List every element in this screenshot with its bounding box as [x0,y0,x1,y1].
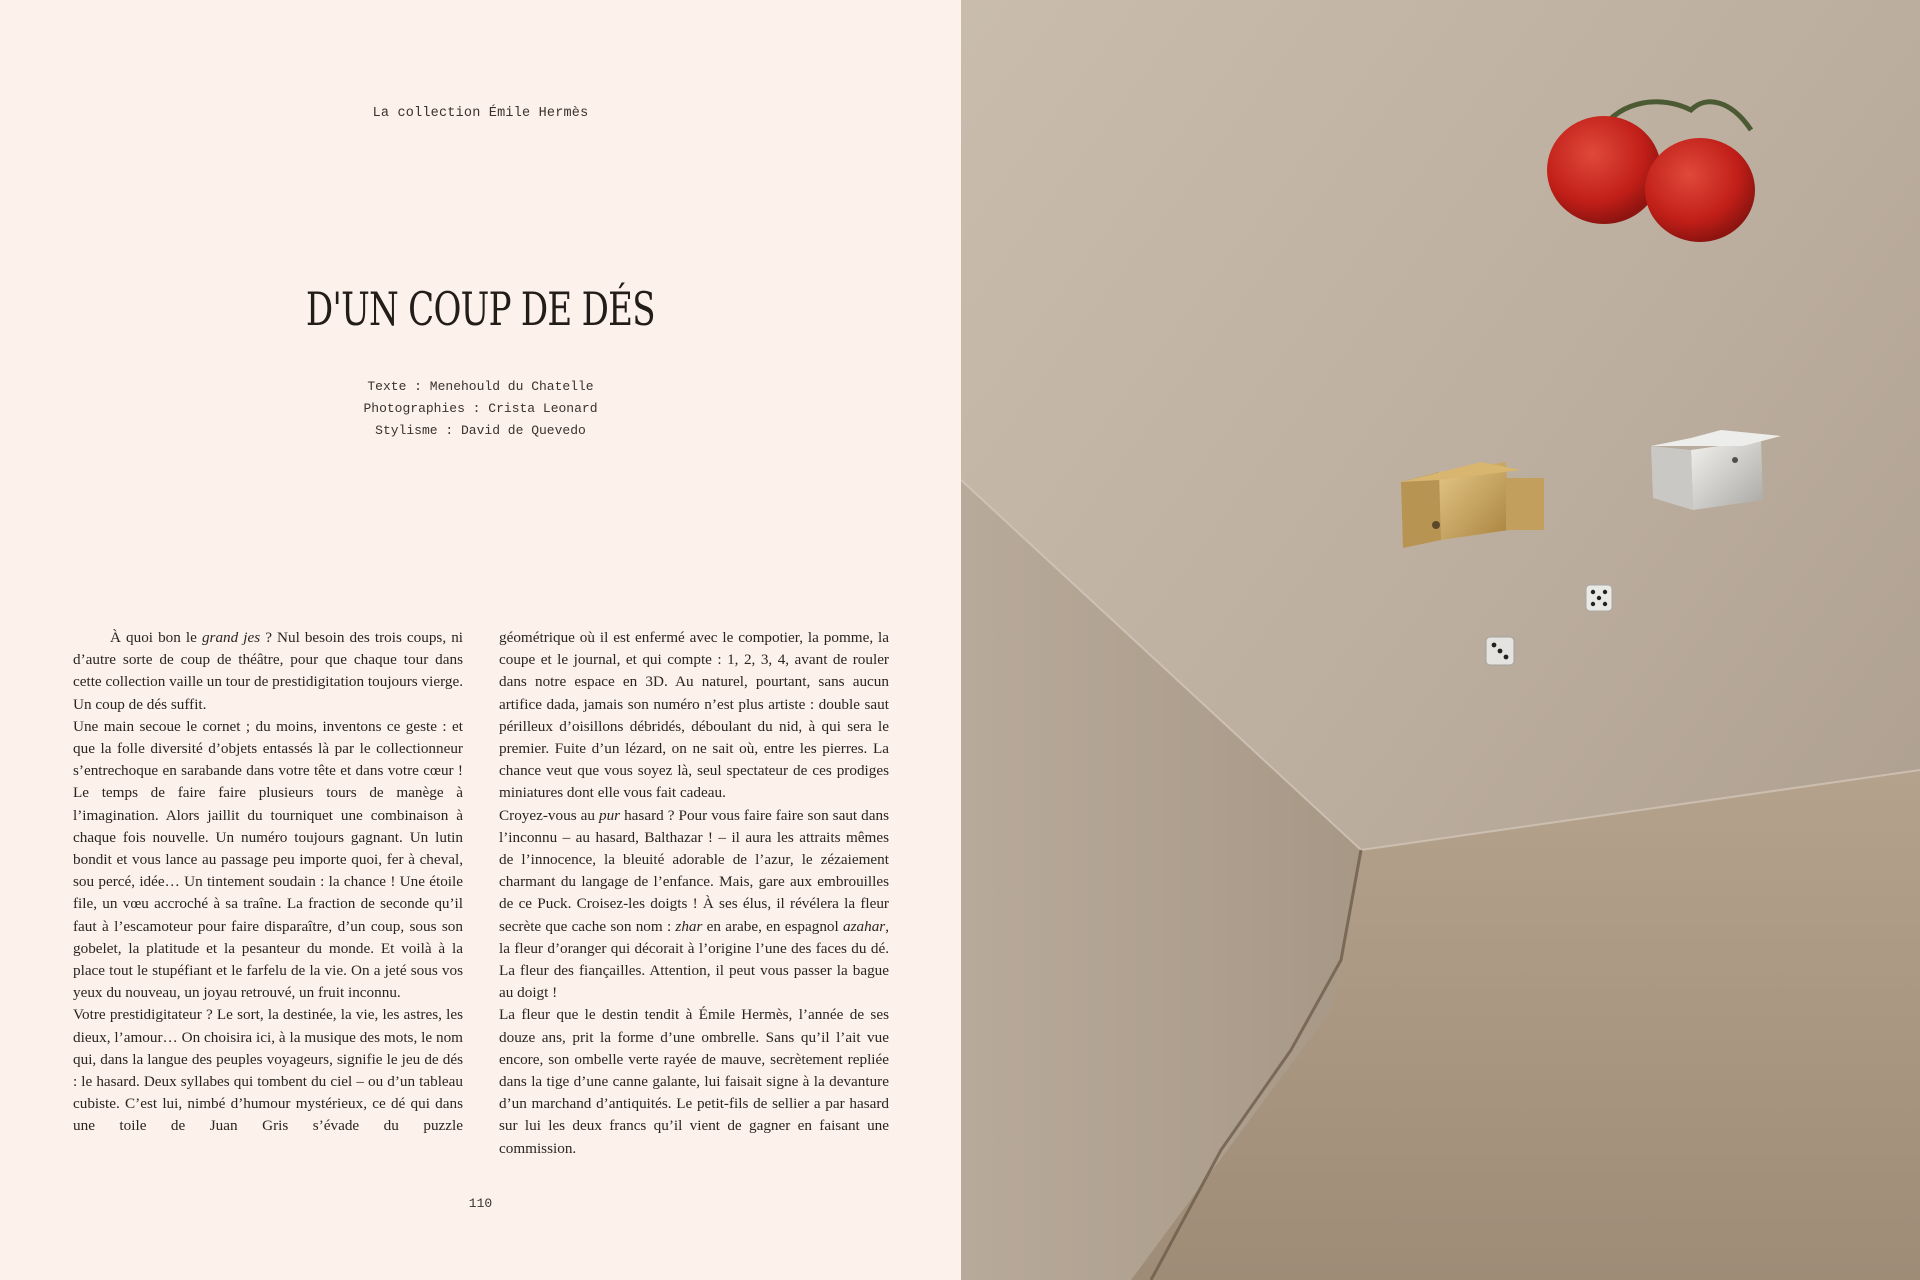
paragraph: La fleur que le destin tendit à Émile Hermès, l’année de ses douze ans, prit la forme d’une ombrelle. Sans qu’il l’ait vue encore, son ombelle verte rayée de mauve, secrètement repliée dans la tige d’une canne galante, lui faisait signe à la devanture d’un marchand d’antiquités. Le petit-fils de sellier a par hasard sur lui les deux francs qu’il vient de gagner en faisant une commission. [499,1006,889,1157]
article-credits [0,376,961,442]
section-rubric: La collection Émile Hermès [372,106,589,121]
paragraph: Croyez-vous au pur hasard ? Pour vous faire faire son saut dans l’inconnu – au hasard, Balthazar ! – il aura les attraits mêmes de l’innocence, la bleuité adorable de l’azur, le zézaiement charmant du langage de l’enfance. Mais, gare aux embrouilles de ce Puck. Croisez-les doigts ! À ses élus, il révélera la fleur secrète que cache son nom : zhar en arabe, en espagnol azahar, la fleur d’oranger qui décorait à l’origine l’une des faces du dé. La fleur des fiançailles. Attention, il peut vous passer la bague au doigt ! [499,806,889,1002]
credit-text: Texte : Menehould du Chatelle [367,379,594,394]
paragraph: À quoi bon le grand jes ? Nul besoin des trois coups, ni d’autre sorte de coup de théâtre, pour que chaque tour dans cette collection vaille un tour de prestidigitation toujours vierge. Un coup de dés suffit. [73,629,464,713]
paragraph: Votre prestidigitateur ? Le sort, la destinée, la vie, les astres, les dieux, l’amour… On choisira ici, à la musique des mots, le nom qui, dans la langue des peuples voyageurs, signifie le jeu de dés : le hasard. Deux syllabes qui tombent du ciel – ou d’un tableau cubiste. C’est lui, nimbé d’humour mystérieux, ce dé qui dans une toile de Juan Gris s’évade du puzzle [73,1006,463,1135]
text-column-right [499,627,889,1160]
credit-stylisme: Stylisme : David de Quevedo [375,423,586,438]
photograph [961,0,1920,1280]
credit-photographies: Photographies : Crista Leonard [363,401,598,416]
page-number: 110 [468,1196,493,1211]
text-column-left [73,627,463,1138]
paragraph: géométrique où il est enfermé avec le compotier, la pomme, la coupe et le journal, et qui compte : 1, 2, 3, 4, avant de rouler dans notre espace en 3D. Au naturel, pourtant, sans aucun artifice dada, jamais son numéro n’est plus artiste : double saut périlleux d’oisillons débridés, déboulant du nid, à qui sera le premier. Fuite d’un lézard, on ne sait où, entre les pierres. La chance veut que vous soyez là, seul spectateur de ces prodiges miniatures dont elle vous fait cadeau. [499,629,889,802]
article-title: D'UN COUP DE DÉS [305,282,655,336]
paragraph: Une main secoue le cornet ; du moins, inventons ce geste : et que la folle diversité d’objets entassés là par le collectionneur s’entrechoque en sarabande dans votre tête et dans votre cœur ! Le temps de faire faire plusieurs tours de manège à l’imagination. Alors jaillit du tourniquet une combinaison à chaque fois nouvelle. Un numéro toujours gagnant. Un lutin bondit et vous lance au passage peu importe quoi, fer à cheval, sou percé, idée… Un tintement soudain : la chance ! Une étoile file, un vœu accroché à sa traîne. La fraction de seconde qu’il faut à l’escamoteur pour faire disparaître, d’un coup, sous son gobelet, la platitude et la pesanteur du monde. Et voilà à la place tout le stupéfiant et le farfelu de la vie. On a jeté sous vos yeux du nouveau, un joyau retrouvé, un fruit inconnu. [73,717,463,1002]
